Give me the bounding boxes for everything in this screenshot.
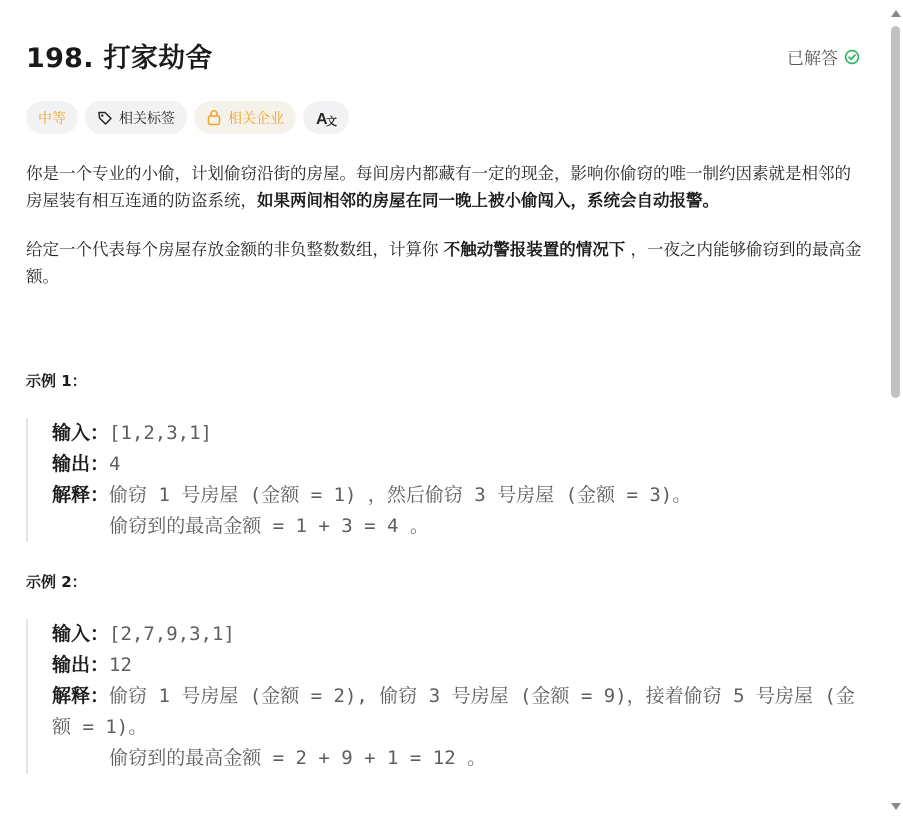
check-circle-icon (844, 49, 860, 65)
statement-emphasis: 如果两间相邻的房屋在同一晚上被小偷闯入，系统会自动报警 (257, 191, 703, 210)
output-value: 12 (109, 654, 132, 676)
svg-text:A: A (316, 110, 328, 127)
problem-title[interactable]: 198. 打家劫舍 (26, 43, 213, 74)
output-label: 输出： (52, 654, 110, 676)
output-value: 4 (109, 453, 121, 475)
statement-paragraph-2 (26, 236, 862, 290)
related-tags-button[interactable] (85, 101, 187, 134)
input-value: [2,7,9,3,1] (109, 623, 235, 645)
tag-bar (26, 101, 349, 135)
example-output-line (52, 650, 860, 681)
translate-icon (315, 109, 337, 127)
svg-text:文: 文 (326, 114, 337, 127)
statement-text: 你是一个专业的小偷，计划偷窃沿街的房屋。每间房内都藏有一定的现金，影响你偷窃的唯一制约因素就是相邻的房屋装有相互连通的防盗系统， (26, 164, 851, 210)
example-1-title: 示例 1： (26, 372, 87, 390)
solved-status (787, 44, 860, 69)
scroll-down-arrow-icon[interactable] (891, 803, 901, 810)
problem-statement (26, 160, 862, 312)
difficulty-label: 中等 (38, 110, 66, 127)
example-input-line (52, 619, 860, 650)
input-value: [1,2,3,1] (109, 422, 212, 444)
statement-paragraph-1 (26, 160, 862, 214)
statement-text: 给定一个代表每个房屋存放金额的非负整数数组，计算你 (26, 240, 444, 259)
example-explain-line (52, 681, 860, 743)
solved-label: 已解答 (787, 49, 838, 69)
translate-button[interactable] (303, 101, 349, 134)
explain-label: 解释： (52, 484, 110, 506)
related-tags-label: 相关标签 (119, 110, 175, 127)
example-output-line (52, 449, 860, 480)
explain-text: 偷窃 1 号房屋 (金额 = 2), 偷窃 3 号房屋 (金额 = 9)，接着偷窃 5 号房屋 (金额 = 1)。 (52, 685, 855, 738)
output-label: 输出： (52, 453, 110, 475)
example-explain-line: 偷窃到的最高金额 = 1 + 3 = 4 。 (52, 515, 429, 537)
example-2-block (26, 619, 860, 774)
input-label: 输入： (52, 623, 110, 645)
statement-emphasis: 不触动警报装置的情况下 (443, 240, 626, 259)
example-2-title: 示例 2： (26, 573, 87, 591)
title-row (26, 36, 862, 76)
vertical-scrollbar[interactable] (888, 0, 903, 820)
statement-end: 。 (702, 191, 719, 210)
difficulty-badge (26, 101, 78, 134)
explain-label: 解释： (52, 685, 110, 707)
related-companies-button[interactable] (194, 101, 296, 134)
example-explain-line (52, 480, 860, 511)
scroll-up-arrow-icon[interactable] (891, 10, 901, 17)
lock-icon (206, 109, 222, 126)
scrollbar-thumb[interactable] (891, 26, 900, 398)
example-explain-line: 偷窃到的最高金额 = 2 + 9 + 1 = 12 。 (52, 747, 487, 769)
statement-text: ，一夜之内能够偷窃到的最高金额。 (26, 240, 862, 286)
example-1-block (26, 418, 860, 542)
explain-text: 偷窃 1 号房屋 (金额 = 1) ，然后偷窃 3 号房屋 (金额 = 3)。 (109, 484, 692, 506)
related-companies-label: 相关企业 (228, 110, 284, 127)
example-input-line (52, 418, 860, 449)
tag-icon (97, 110, 113, 126)
input-label: 输入： (52, 422, 110, 444)
